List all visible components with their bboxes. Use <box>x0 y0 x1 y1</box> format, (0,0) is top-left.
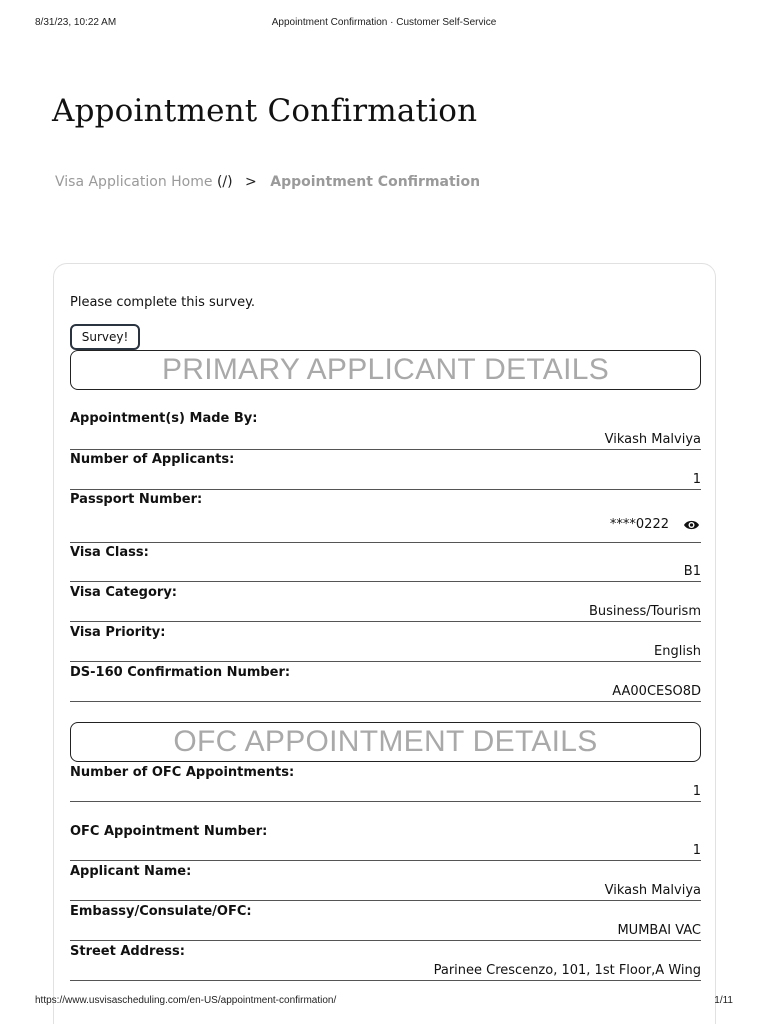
field-value: MUMBAI VAC <box>617 923 701 938</box>
field-value: Vikash Malviya <box>604 883 701 898</box>
field-value: B1 <box>683 564 701 579</box>
print-document-title: Appointment Confirmation · Customer Self-Service <box>271 17 497 28</box>
field-label: OFC Appointment Number: <box>70 824 268 839</box>
survey-prompt: Please complete this survey. <box>70 295 256 310</box>
field-passport-number <box>70 492 701 543</box>
survey-button[interactable]: Survey! <box>70 324 140 350</box>
field-label: Number of OFC Appointments: <box>70 765 295 780</box>
field-number-of-applicants <box>70 452 701 490</box>
field-label: Street Address: <box>70 944 185 959</box>
field-label: DS-160 Confirmation Number: <box>70 665 291 680</box>
field-value: AA00CESO8D <box>612 684 701 699</box>
field-applicant-name <box>70 864 701 901</box>
breadcrumb-current: Appointment Confirmation <box>270 174 481 190</box>
field-ds160-confirmation-number <box>70 665 701 702</box>
field-label: Visa Class: <box>70 545 149 560</box>
field-number-of-ofc-appointments <box>70 765 701 802</box>
print-footer <box>35 995 733 1009</box>
print-date: 8/31/23, 10:22 AM <box>35 17 117 28</box>
field-ofc-appointment-number <box>70 824 701 861</box>
print-header <box>35 17 733 31</box>
field-street-address <box>70 944 701 981</box>
field-label: Applicant Name: <box>70 864 192 879</box>
field-visa-category <box>70 585 701 622</box>
field-value: English <box>654 644 701 659</box>
field-value: Business/Tourism <box>588 604 701 619</box>
field-value: 1 <box>692 784 701 799</box>
page-title: Appointment Confirmation <box>52 93 478 129</box>
field-label: Passport Number: <box>70 492 203 507</box>
field-label: Embassy/Consulate/OFC: <box>70 904 252 919</box>
eye-icon[interactable] <box>683 519 700 531</box>
field-value: 1 <box>692 472 701 487</box>
field-value: 1 <box>692 843 701 858</box>
ofc-appointment-details-heading: OFC APPOINTMENT DETAILS <box>70 722 701 762</box>
print-url: https://www.usvisascheduling.com/en-US/appointment-confirmation/ <box>35 995 337 1006</box>
field-label: Visa Priority: <box>70 625 166 640</box>
breadcrumb <box>55 174 480 190</box>
breadcrumb-separator: > <box>245 174 257 190</box>
field-value: Vikash Malviya <box>604 432 701 447</box>
field-value: Parinee Crescenzo, 101, 1st Floor,A Wing <box>433 963 701 978</box>
field-appointment-made-by <box>70 411 701 450</box>
breadcrumb-home-link[interactable]: Visa Application Home <box>55 174 213 190</box>
field-label: Visa Category: <box>70 585 177 600</box>
field-embassy-consulate-ofc <box>70 904 701 941</box>
field-label: Number of Applicants: <box>70 452 235 467</box>
print-page-number: 1/11 <box>714 995 733 1006</box>
field-value: ****0222 <box>609 517 669 532</box>
passport-value-group <box>610 517 701 532</box>
breadcrumb-home-url: (/) <box>216 174 233 190</box>
field-label: Appointment(s) Made By: <box>70 411 258 426</box>
primary-applicant-details-heading: PRIMARY APPLICANT DETAILS <box>70 350 701 390</box>
field-visa-priority <box>70 625 701 662</box>
field-visa-class <box>70 545 701 582</box>
